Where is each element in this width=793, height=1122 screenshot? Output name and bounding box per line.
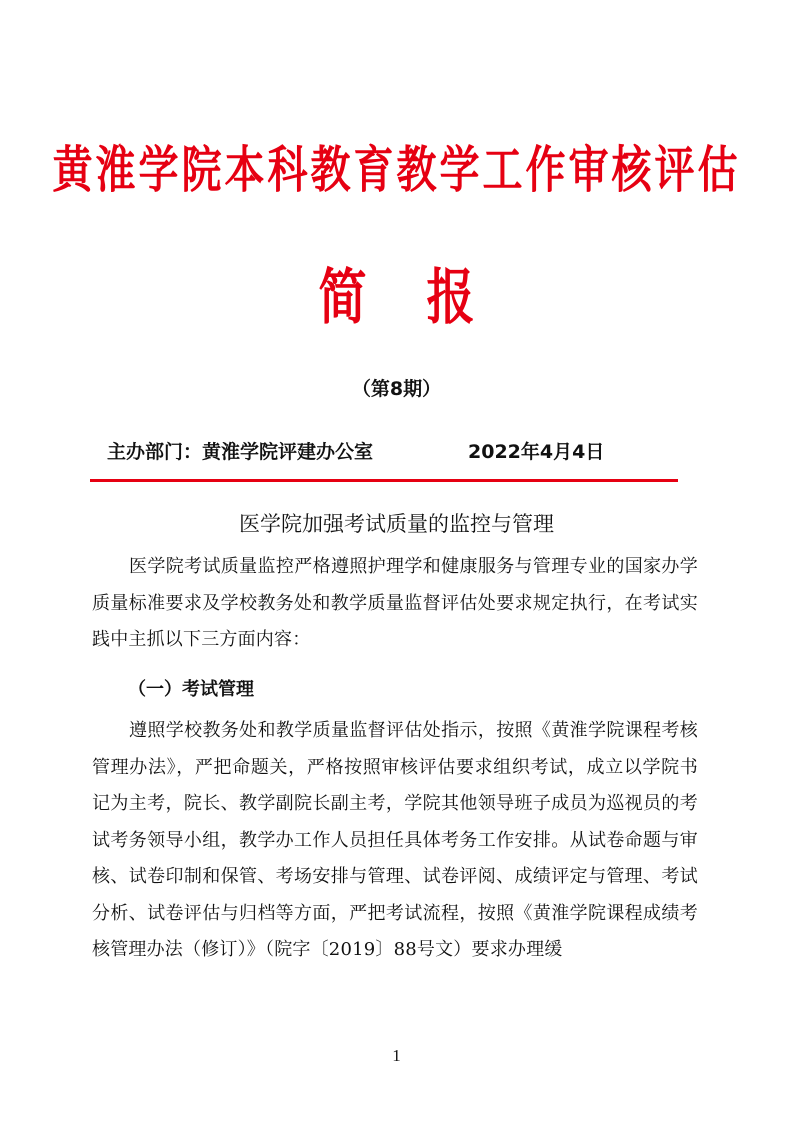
section-heading-exam-management: （一）考试管理: [128, 679, 254, 700]
section-body-paragraph: 遵照学校教务处和教学质量监督评估处指示，按照《黄淮学院课程考核管理办法》，严把命题关，严格按照审核评估要求组织考试，成立以学院书记为主考，院长、教学副院长副主考，学院其他领导班子成员为巡视员的考试考务领导小组，教学办工作人员担任具体考务工作安排。从试卷命题与审核、试卷印制和保管、考场安排与管理、试卷评阅、成绩评定与管理、考试分析、试卷评估与归档等方面，严把考试流程，按照《黄淮学院课程成绩考核管理办法（修订）》（院字〔2019〕88号文）要求办理缓: [92, 720, 698, 960]
page-number: 1: [392, 1046, 401, 1065]
date-line: 2022年4月4日: [468, 441, 605, 463]
intro-paragraph: 医学院考试质量监控严格遵照护理学和健康服务与管理专业的国家办学质量标准要求及学校教务处和教学质量监督评估处要求规定执行，在考试实践中主抓以下三方面内容：: [92, 556, 698, 650]
masthead-title: 黄淮学院本科教育教学工作审核评估: [52, 142, 741, 200]
article-title: 医学院加强考试质量的监控与管理: [239, 512, 554, 536]
issue-number: （第8期）: [351, 378, 442, 400]
department-line: 主办部门：黄淮学院评建办公室: [107, 441, 374, 463]
red-divider: [90, 479, 678, 482]
masthead-subtitle: 简报: [318, 263, 535, 334]
